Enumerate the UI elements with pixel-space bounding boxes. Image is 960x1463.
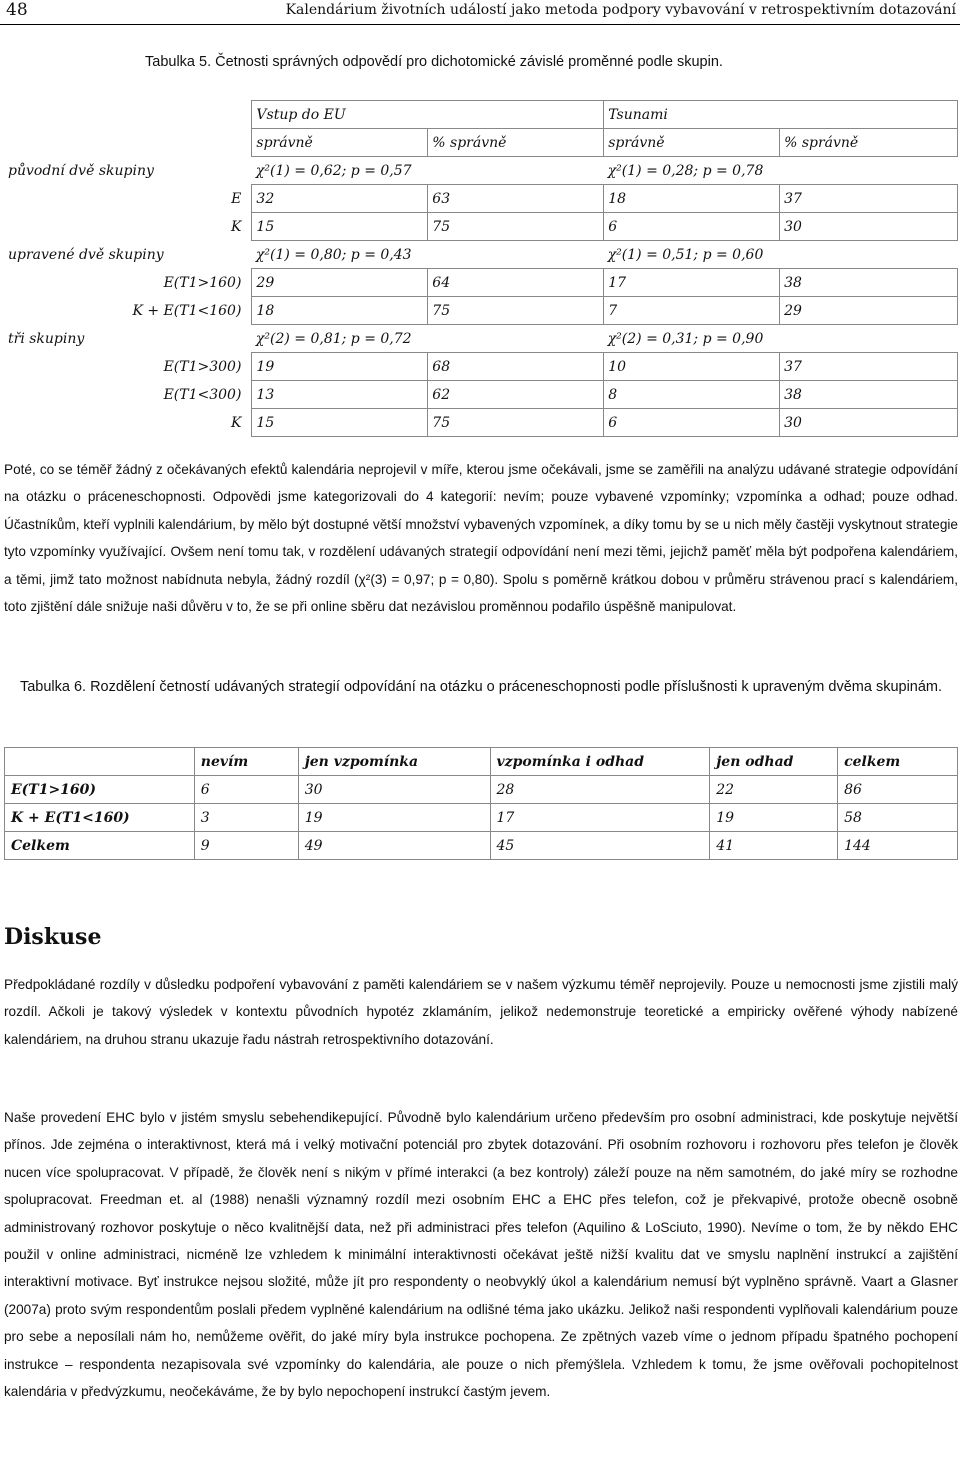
paragraph-strategies: Poté, co se téměř žádný z očekávaných efektů kalendária neprojevil v míře, kterou jsme očekávali, jsme se zaměřili na analýzu udávané strategie odpovídání na otázku o práceneschopnosti. Odpovědi jsme kategorizovali do 4 kategorií: nevím; pouze vybavené vzpomínky; vzpomínka a odhad; pouze odhad. Účastníkům, kteří vyplnili kalendárium, by mělo být dostupné větší množství vybavených vzpomínek, a díky tomu by se u nich měly častěji vyskytnout strategie tyto vzpomínky využívající. Ovšem není tomu tak, v rozdělení udávaných strategií odpovídání není mezi těmi, jejichž paměť měla být podpořena kalendáriem, a těmi, jimž tato možnost nabídnuta nebyla, žádný rozdíl (χ²(3) = 0,97; p = 0,80). Spolu s poměrně krátkou dobou v průměru strávenou prací s kalendáriem, toto zjištění dále snižuje naši důvěru v to, že se při online sběru dat nezávislou proměnnou podařilo úspěšně manipulovat.	[4, 462, 958, 615]
table6-row	[5, 832, 958, 860]
table5-stat-tsunami: χ²(1) = 0,28; p = 0,78	[607, 162, 764, 179]
table6	[4, 747, 958, 860]
table5-col-header: správně	[604, 129, 780, 157]
table5-group-header-row	[4, 101, 958, 129]
table5-group-eu: Vstup do EU	[252, 101, 604, 129]
table5-cell: 30	[780, 213, 958, 241]
table5-cell: 64	[428, 269, 604, 297]
table6-header-cell: vzpomínka i odhad	[490, 748, 710, 776]
table6-cell: 144	[838, 832, 958, 860]
table5-data-row	[4, 381, 958, 409]
table5-section-row	[4, 325, 958, 353]
table5-cell: 29	[780, 297, 958, 325]
table5-data-row	[4, 185, 958, 213]
table6-cell: 41	[710, 832, 838, 860]
table6-header-cell: jen vzpomínka	[298, 748, 490, 776]
table5-cell: 75	[428, 297, 604, 325]
table5-cell: 15	[252, 213, 428, 241]
table6-cell: 19	[298, 804, 490, 832]
table5-cell: 15	[252, 409, 428, 437]
table5-cell: 18	[252, 297, 428, 325]
table5-corner	[4, 101, 252, 129]
discussion-paragraph-2: Naše provedení EHC bylo v jistém smyslu sebehendikepující. Původně bylo kalendárium určeno především pro osobní administraci, kde poskytuje největší přínos. Jde zejména o interaktivnost, která má i velký motivační potenciál pro zbytek dotazování. Při osobním rozhovoru i rozhovoru přes telefon je člověk nucen více spolupracovat. V případě, že člověk není s nikým v přímé interakci (a bez kontroly) záleží pouze na něm samotném, do jaké míry se rozhodne spolupracovat. Freedman et. al (1988) nenašli významný rozdíl mezi osobním EHC a EHC přes telefon, což je překvapivé, protože obecně osobně administrovaný rozhovor poskytuje o něco kvalitnější data, než při administraci přes telefon (Aquilino & LoSciuto, 1990). Nevíme o tom, že by někdo EHC použil v online administraci, nicméně lze vzhledem k minimální interaktivnosti očekávat ještě nižší kvalitu dat ve smyslu naplnění instrukcí a zajištění interaktivní motivace. Byť instrukce nejsou složité, může jít pro respondenty o neobvyklý úkol a kalendárium nemusí být vyplněno správně. Vaart a Glasner (2007a) proto svým respondentům poslali předem vyplněné kalendárium na odlišné téma jako ukázku. Jelikož naši respondenti vyplňovali kalendárium pouze pro sebe a neposílali nám ho, nemůžeme ověřit, do jaké míry byla instrukce pochopena. Ze zpětných vazeb víme o jednom případu špatného pochopení instrukce – respondenta nezapisovala své vzpomínky do kalendária, ale pouze o nich přemýšlela. Vzhledem k tomu, že jsme ověřovali pochopitelnost kalendária v předvýzkumu, neočekáváme, že by bylo nepochopení instrukcí častým jevem.	[4, 1110, 958, 1400]
table5-cell: 10	[604, 353, 780, 381]
table5-cell: 18	[604, 185, 780, 213]
header-rule	[0, 24, 960, 25]
table6-header-cell	[5, 748, 195, 776]
table5-caption: Tabulka 5. Četnosti správných odpovědí pro dichotomické závislé proměnné podle skupin.	[145, 54, 723, 70]
table5	[4, 100, 958, 437]
table5-col-header-row	[4, 129, 958, 157]
table6-row	[5, 804, 958, 832]
table5-cell: 62	[428, 381, 604, 409]
table5-cell: 30	[780, 409, 958, 437]
table5-body	[4, 157, 958, 437]
table6-cell: 45	[490, 832, 710, 860]
table5-data-row	[4, 353, 958, 381]
table5-cell: 19	[252, 353, 428, 381]
table6-body	[5, 776, 958, 860]
table5-row-label: K + E(T1<160)	[132, 302, 242, 319]
table5-cell: 37	[780, 185, 958, 213]
table6-cell: 9	[194, 832, 298, 860]
table5-data-row	[4, 297, 958, 325]
table5-row-label: E(T1>160)	[163, 274, 242, 291]
table5-cell: 8	[604, 381, 780, 409]
running-title: Kalendárium životních událostí jako metoda podpory vybavování v retrospektivním dotazování	[285, 2, 956, 18]
table5-cell: 29	[252, 269, 428, 297]
table6-cell: 17	[490, 804, 710, 832]
table6-row-label: Celkem	[5, 832, 195, 860]
table5-col-header: % správně	[780, 129, 958, 157]
table5-section-row	[4, 241, 958, 269]
table5-stat-tsunami: χ²(1) = 0,51; p = 0,60	[607, 246, 764, 263]
table5-section-label: upravené dvě skupiny	[8, 246, 164, 263]
table6-header-cell: celkem	[838, 748, 958, 776]
table5-cell: 13	[252, 381, 428, 409]
table5-data-row	[4, 269, 958, 297]
table5-cell: 75	[428, 213, 604, 241]
table6-cell: 49	[298, 832, 490, 860]
discussion-paragraph-1: Předpokládané rozdíly v důsledku podpoření vybavování z paměti kalendáriem se v našem výzkumu téměř neprojevily. Pouze u nemocnosti jsme zjistili malý rozdíl. Ačkoli je takový výsledek v kontextu původních hypotéz zklamáním, jelikož nedemonstruje teoretické a empiricky ověřené výhody nabízené kalendáriem, na druhou stranu ukazuje řadu nástrah retrospektivního dotazování.	[4, 977, 958, 1047]
table5-section-label: původní dvě skupiny	[8, 162, 154, 179]
table5-cell: 32	[252, 185, 428, 213]
table5-cell: 63	[428, 185, 604, 213]
table6-cell: 28	[490, 776, 710, 804]
table6-row-label: K + E(T1<160)	[5, 804, 195, 832]
table5-stat-eu: χ²(1) = 0,62; p = 0,57	[255, 162, 412, 179]
table6-row	[5, 776, 958, 804]
table5-col-header: správně	[252, 129, 428, 157]
table5-cell: 6	[604, 213, 780, 241]
table5-group-tsunami: Tsunami	[604, 101, 958, 129]
table5-cell: 38	[780, 269, 958, 297]
table5-cell: 7	[604, 297, 780, 325]
table5-stat-eu: χ²(1) = 0,80; p = 0,43	[255, 246, 412, 263]
table6-cell: 22	[710, 776, 838, 804]
table5-row-label: E	[231, 190, 242, 207]
table6-caption: Tabulka 6. Rozdělení četností udávaných strategií odpovídání na otázku o práceneschopnosti podle příslušnosti k upraveným dvěma skupinám.	[19, 679, 943, 695]
table6-row-label: E(T1>160)	[5, 776, 195, 804]
table5-row-label: K	[230, 218, 242, 235]
section-heading-diskuse: Diskuse	[4, 924, 102, 950]
table5-data-row	[4, 409, 958, 437]
page-number: 48	[6, 0, 28, 20]
table5-cell: 75	[428, 409, 604, 437]
table6-cell: 6	[194, 776, 298, 804]
table6-cell: 30	[298, 776, 490, 804]
table6-header-cell: nevím	[194, 748, 298, 776]
table5-corner	[4, 129, 252, 157]
table5-data-row	[4, 213, 958, 241]
table5-col-header: % správně	[428, 129, 604, 157]
table5-section-label: tři skupiny	[8, 330, 85, 347]
table6-header-cell: jen odhad	[710, 748, 838, 776]
table6-cell: 3	[194, 804, 298, 832]
table5-cell: 38	[780, 381, 958, 409]
table5-cell: 37	[780, 353, 958, 381]
table6-header-row	[5, 748, 958, 776]
table5-cell: 6	[604, 409, 780, 437]
table5-cell: 68	[428, 353, 604, 381]
table5-stat-eu: χ²(2) = 0,81; p = 0,72	[255, 330, 412, 347]
table6-cell: 86	[838, 776, 958, 804]
table5-row-label: E(T1<300)	[163, 386, 242, 403]
table6-cell: 19	[710, 804, 838, 832]
table5-cell: 17	[604, 269, 780, 297]
table5-row-label: E(T1>300)	[163, 358, 242, 375]
table5-stat-tsunami: χ²(2) = 0,31; p = 0,90	[607, 330, 764, 347]
table5-row-label: K	[230, 414, 242, 431]
table6-cell: 58	[838, 804, 958, 832]
table5-section-row	[4, 157, 958, 185]
